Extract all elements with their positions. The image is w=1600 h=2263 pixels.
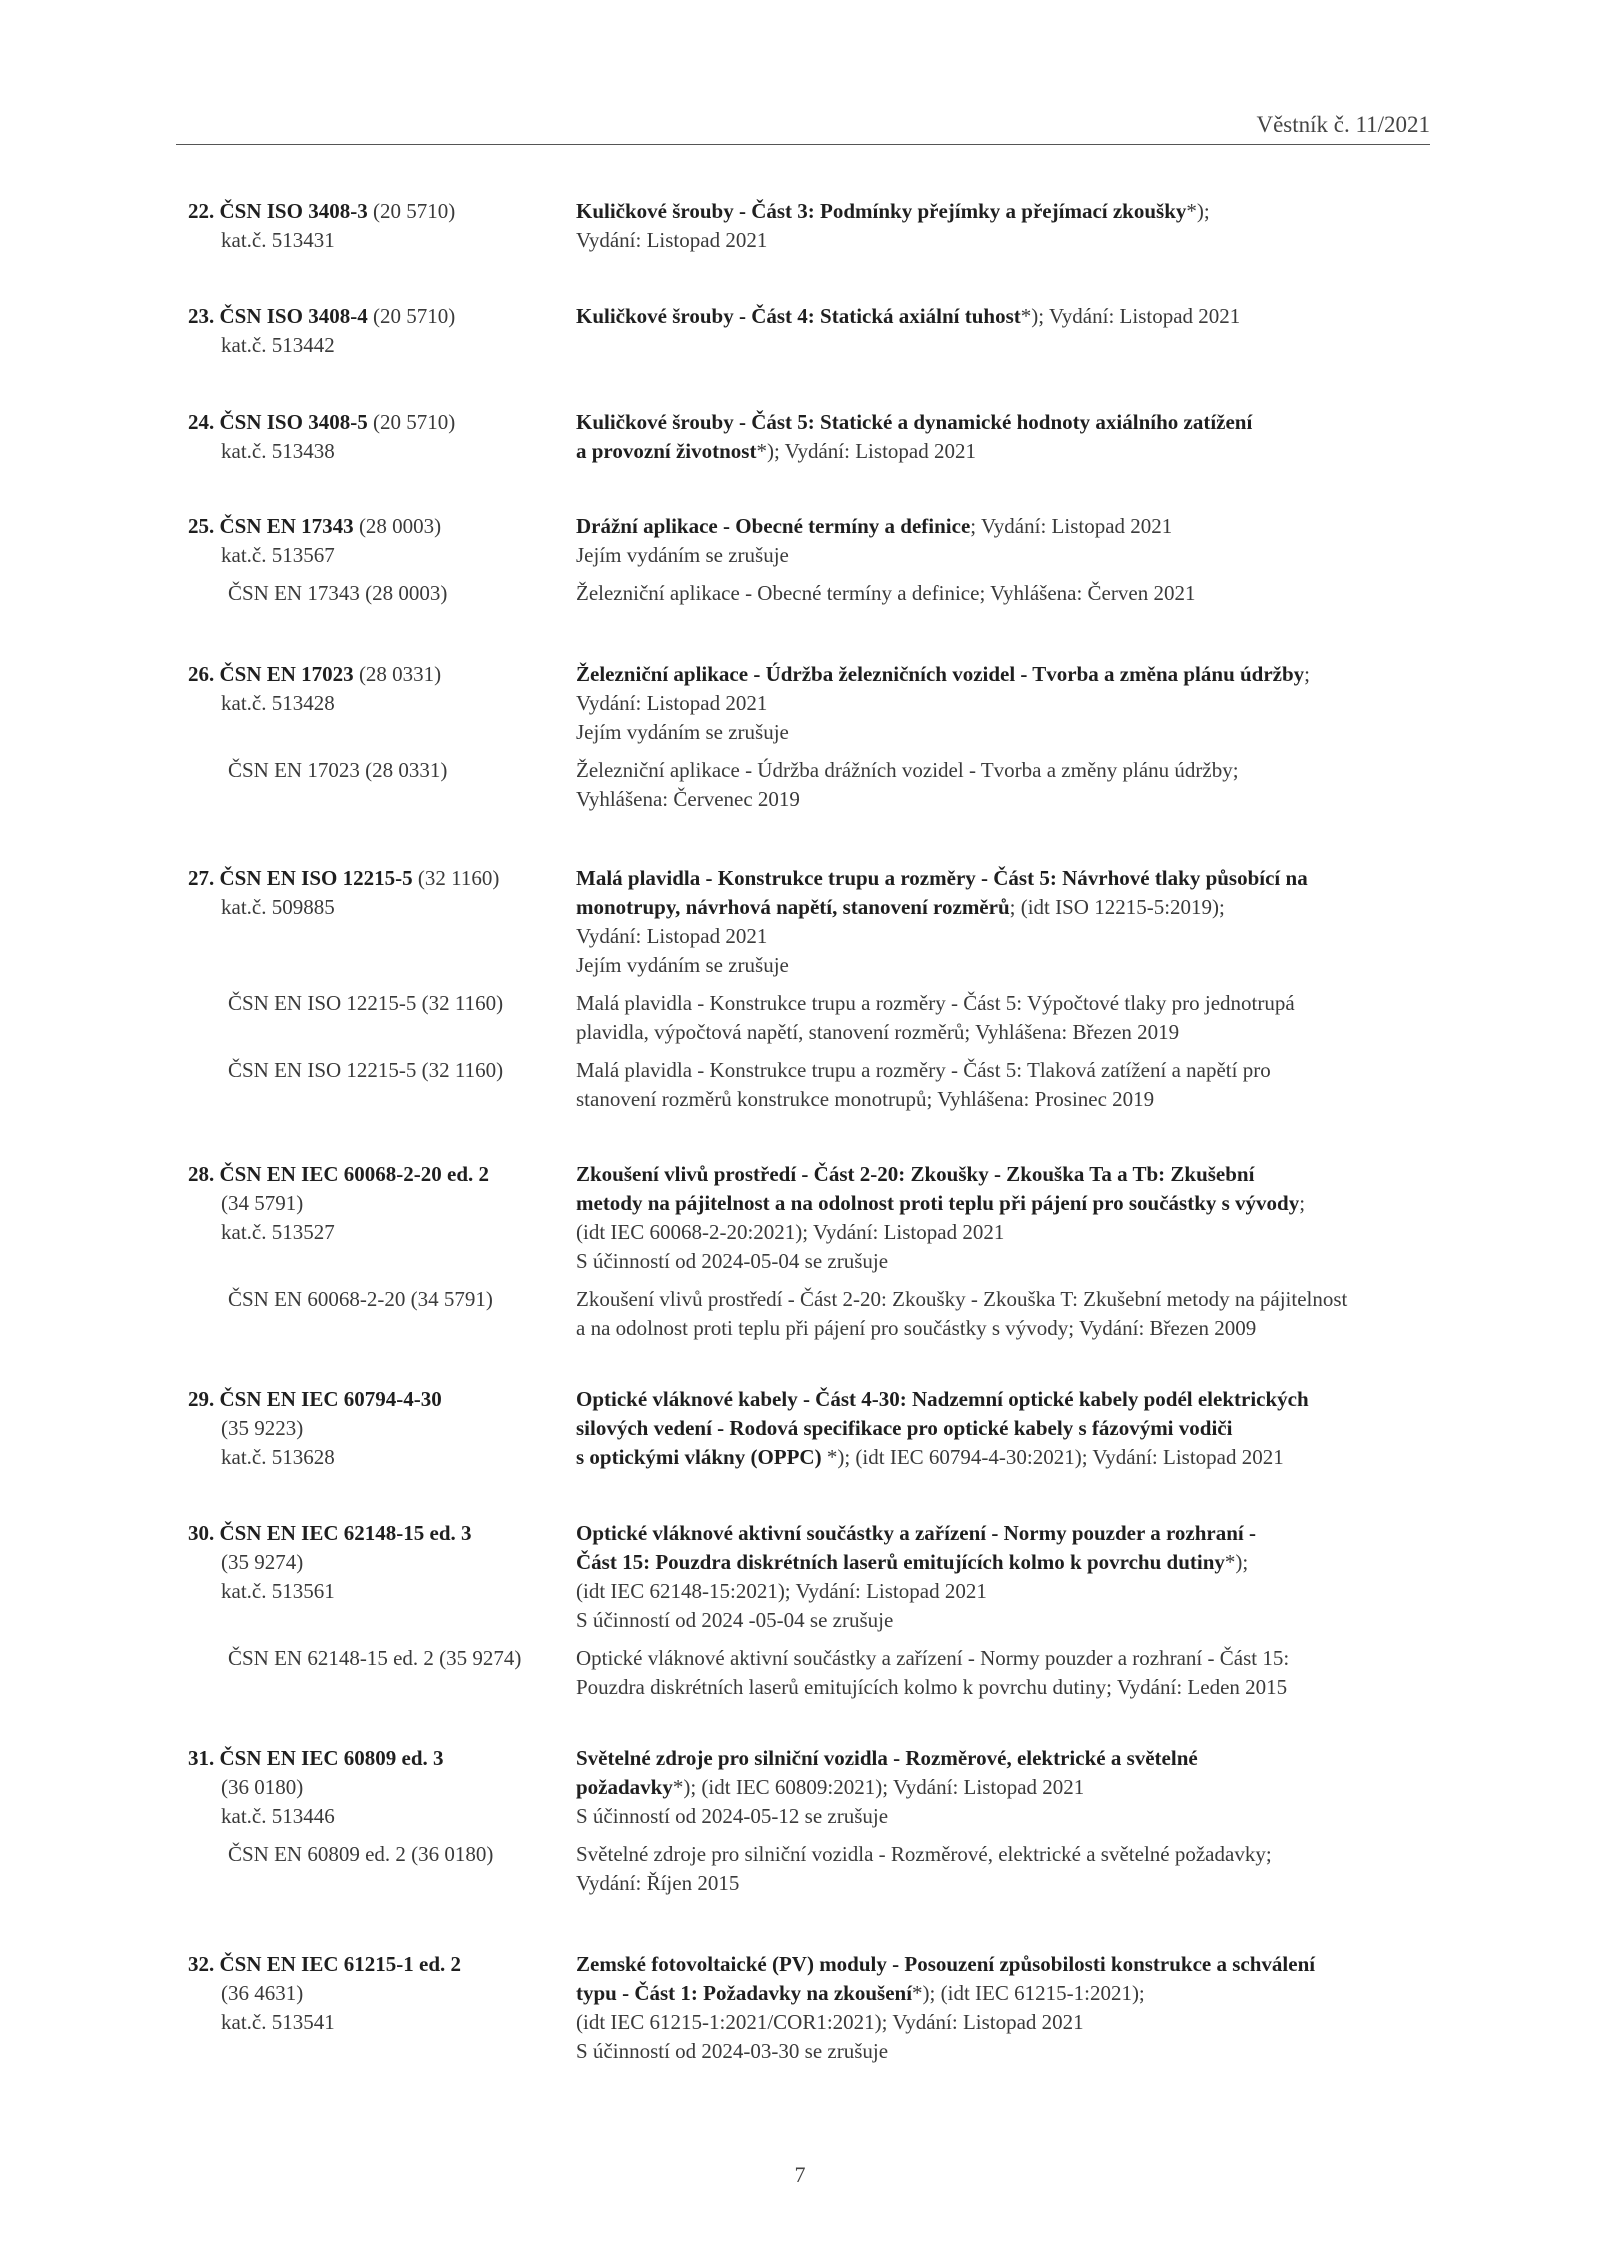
standard-description-line	[576, 951, 789, 980]
standard-designation-line	[188, 197, 455, 226]
bold-text: 30. ČSN EN IEC 62148-15 ed. 3	[188, 1521, 472, 1545]
standard-description-line	[576, 1018, 1179, 1047]
text: (28 0331)	[353, 662, 442, 686]
standard-designation-line	[188, 660, 441, 689]
bold-text: 25. ČSN EN 17343	[188, 514, 354, 538]
bold-text: typu - Část 1: Požadavky na zkoušení	[576, 1981, 913, 2005]
standard-designation-line	[188, 1385, 442, 1414]
text: stanovení rozměrů konstrukce monotrupů; Vyhlášena: Prosinec 2019	[576, 1087, 1155, 1111]
standard-description-line	[576, 864, 1308, 893]
standard-designation-line	[188, 512, 441, 541]
text: (idt IEC 60068-2-20:2021); Vydání: Listopad 2021	[576, 1220, 1005, 1244]
standard-description-line	[576, 1443, 1284, 1472]
standard-description-line	[576, 1548, 1248, 1577]
text: kat.č. 513527	[221, 1220, 335, 1244]
standard-description-line	[576, 689, 767, 718]
text: ČSN EN 62148-15 ed. 2 (35 9274)	[228, 1646, 522, 1670]
standard-description-line	[576, 1606, 893, 1635]
text: kat.č. 513428	[221, 691, 335, 715]
text: *); Vydání: Listopad 2021	[756, 439, 976, 463]
standard-designation-line	[221, 1548, 303, 1577]
text: Železniční aplikace - Údržba drážních vozidel - Tvorba a změny plánu údržby;	[576, 758, 1239, 782]
standard-designation-line	[221, 437, 335, 466]
standard-designation-line	[221, 1802, 335, 1831]
standard-description-line	[576, 197, 1210, 226]
text: Jejím vydáním se zrušuje	[576, 543, 789, 567]
text: kat.č. 513431	[221, 228, 335, 252]
text: (36 0180)	[221, 1775, 304, 1799]
standard-description-line	[576, 756, 1239, 785]
standard-description-line	[576, 1802, 888, 1831]
text: (20 5710)	[367, 304, 456, 328]
bold-text: Kuličkové šrouby - Část 5: Statické a dynamické hodnoty axiálního zatížení	[576, 410, 1253, 434]
standard-description-line	[576, 1950, 1315, 1979]
standard-description-line	[576, 2037, 888, 2066]
text: Malá plavidla - Konstrukce trupu a rozměry - Část 5: Tlaková zatížení a napětí pro	[576, 1058, 1271, 1082]
standard-designation-line	[188, 408, 455, 437]
standard-designation-line	[228, 1644, 521, 1673]
bold-text: Optické vláknové aktivní součástky a zařízení - Normy pouzder a rozhraní -	[576, 1521, 1256, 1545]
text: kat.č. 513628	[221, 1445, 335, 1469]
standard-description-line	[576, 1189, 1305, 1218]
standard-description-line	[576, 1085, 1154, 1114]
standard-description-line	[576, 1979, 1145, 2008]
standard-description-line	[576, 437, 976, 466]
standard-designation-line	[188, 302, 455, 331]
standard-designation-line	[221, 226, 335, 255]
standard-description-line	[576, 1773, 1084, 1802]
standard-designation-line	[221, 1773, 303, 1802]
text: (idt IEC 61215-1:2021/COR1:2021); Vydání: Listopad 2021	[576, 2010, 1084, 2034]
text: ČSN EN 60068-2-20 (34 5791)	[228, 1287, 493, 1311]
text: (20 5710)	[367, 410, 456, 434]
standard-designation-line	[228, 756, 447, 785]
bold-text: 29. ČSN EN IEC 60794-4-30	[188, 1387, 442, 1411]
standard-description-line	[576, 541, 789, 570]
bold-text: Zkoušení vlivů prostředí - Část 2-20: Zkoušky - Zkouška Ta a Tb: Zkušební	[576, 1162, 1255, 1186]
text: *); (idt IEC 60794-4-30:2021); Vydání: Listopad 2021	[821, 1445, 1284, 1469]
standard-description-line	[576, 1414, 1232, 1443]
text: kat.č. 513442	[221, 333, 335, 357]
text: kat.č. 513567	[221, 543, 335, 567]
text: *);	[1224, 1550, 1249, 1574]
text: *); (idt IEC 60809:2021); Vydání: Listopad 2021	[672, 1775, 1085, 1799]
standard-designation-line	[221, 1577, 335, 1606]
bold-text: Světelné zdroje pro silniční vozidla - Rozměrové, elektrické a světelné	[576, 1746, 1198, 1770]
bold-text: Optické vláknové kabely - Část 4-30: Nadzemní optické kabely podél elektrických	[576, 1387, 1309, 1411]
standard-designation-line	[228, 1840, 493, 1869]
text: kat.č. 513438	[221, 439, 335, 463]
standard-description-line	[576, 1869, 739, 1898]
standard-description-line	[576, 302, 1240, 331]
standard-description-line	[576, 893, 1225, 922]
bold-text: Malá plavidla - Konstrukce trupu a rozměry - Část 5: Návrhové tlaky působící na	[576, 866, 1308, 890]
text: *);	[1186, 199, 1210, 223]
standard-description-line	[576, 718, 789, 747]
bold-text: 31. ČSN EN IEC 60809 ed. 3	[188, 1746, 444, 1770]
bold-text: 23. ČSN ISO 3408-4	[188, 304, 368, 328]
standard-description-line	[576, 579, 1195, 608]
text: Optické vláknové aktivní součástky a zařízení - Normy pouzder a rozhraní - Část 15:	[576, 1646, 1290, 1670]
standard-description-line	[576, 1577, 987, 1606]
text: S účinností od 2024-05-12 se zrušuje	[576, 1804, 889, 1828]
text: *); (idt IEC 61215-1:2021);	[912, 1981, 1145, 2005]
standard-designation-line	[228, 1056, 503, 1085]
bold-text: 22. ČSN ISO 3408-3	[188, 199, 368, 223]
text: (idt IEC 62148-15:2021); Vydání: Listopad 2021	[576, 1579, 987, 1603]
standard-designation-line	[221, 1189, 303, 1218]
standard-description-line	[576, 1314, 1256, 1343]
bold-text: Zemské fotovoltaické (PV) moduly - Posouzení způsobilosti konstrukce a schválení	[576, 1952, 1316, 1976]
text: a na odolnost proti teplu při pájení pro součástky s vývody; Vydání: Březen 2009	[576, 1316, 1257, 1340]
standard-description-line	[576, 408, 1252, 437]
text: Zkoušení vlivů prostředí - Část 2-20: Zkoušky - Zkouška T: Zkušební metody na pájitelnost	[576, 1287, 1348, 1311]
text: kat.č. 513561	[221, 1579, 335, 1603]
text: *); Vydání: Listopad 2021	[1020, 304, 1241, 328]
bold-text: silových vedení - Rodová specifikace pro optické kabely s fázovými vodiči	[576, 1416, 1233, 1440]
standard-designation-line	[221, 541, 335, 570]
standard-designation-line	[228, 579, 447, 608]
standard-designation-line	[221, 331, 335, 360]
text: ; Vydání: Listopad 2021	[970, 514, 1173, 538]
text: kat.č. 513446	[221, 1804, 335, 1828]
text: kat.č. 513541	[221, 2010, 335, 2034]
bold-text: Kuličkové šrouby - Část 3: Podmínky přejímky a přejímací zkoušky	[576, 199, 1187, 223]
text: ČSN EN 17343 (28 0003)	[228, 581, 448, 605]
page-number: 7	[794, 2162, 806, 2187]
standard-description-line	[576, 989, 1295, 1018]
bold-text: 32. ČSN EN IEC 61215-1 ed. 2	[188, 1952, 462, 1976]
standard-designation-line	[228, 989, 503, 1018]
standard-designation-line	[188, 1519, 472, 1548]
text: (35 9274)	[221, 1550, 304, 1574]
text: (32 1160)	[412, 866, 500, 890]
standard-description-line	[576, 1385, 1309, 1414]
text: ČSN EN 60809 ed. 2 (36 0180)	[228, 1842, 494, 1866]
text: S účinností od 2024-03-30 se zrušuje	[576, 2039, 889, 2063]
standard-designation-line	[221, 1414, 303, 1443]
standard-designation-line	[228, 1285, 493, 1314]
standard-designation-line	[221, 893, 335, 922]
standard-description-line	[576, 1644, 1289, 1673]
text: Malá plavidla - Konstrukce trupu a rozměry - Část 5: Výpočtové tlaky pro jednotrupá	[576, 991, 1295, 1015]
text: plavidla, výpočtová napětí, stanovení rozměrů; Vyhlášena: Březen 2019	[576, 1020, 1180, 1044]
text: Vydání: Listopad 2021	[576, 691, 768, 715]
text: S účinností od 2024-05-04 se zrušuje	[576, 1249, 889, 1273]
bold-text: monotrupy, návrhová napětí, stanovení rozměrů	[576, 895, 1010, 919]
bold-text: Část 15: Pouzdra diskrétních laserů emitujících kolmo k povrchu dutiny	[576, 1550, 1225, 1574]
standard-designation-line	[188, 1160, 489, 1189]
standard-description-line	[576, 226, 767, 255]
standard-designation-line	[188, 1744, 444, 1773]
standard-designation-line	[221, 1979, 303, 2008]
text: Světelné zdroje pro silniční vozidla - Rozměrové, elektrické a světelné požadavky;	[576, 1842, 1272, 1866]
standard-description-line	[576, 922, 767, 951]
standard-designation-line	[188, 1950, 461, 1979]
standard-description-line	[576, 1160, 1254, 1189]
text: Vyhlášena: Červenec 2019	[576, 787, 800, 811]
text: ;	[1299, 1191, 1306, 1215]
text: ČSN EN 17023 (28 0331)	[228, 758, 448, 782]
text: kat.č. 509885	[221, 895, 335, 919]
standard-description-line	[576, 1056, 1271, 1085]
text: Vydání: Říjen 2015	[576, 1871, 740, 1895]
text: ; (idt ISO 12215-5:2019);	[1009, 895, 1225, 919]
text: ;	[1304, 662, 1311, 686]
text: S účinností od 2024 -05-04 se zrušuje	[576, 1608, 894, 1632]
bold-text: požadavky	[576, 1775, 673, 1799]
standard-description-line	[576, 1673, 1287, 1702]
standard-description-line	[576, 512, 1172, 541]
bold-text: s optickými vlákny (OPPC)	[576, 1445, 822, 1469]
standard-designation-line	[188, 864, 499, 893]
bold-text: Drážní aplikace - Obecné termíny a definice	[576, 514, 971, 538]
standard-designation-line	[221, 2008, 335, 2037]
standard-description-line	[576, 660, 1310, 689]
text: (35 9223)	[221, 1416, 304, 1440]
bold-text: 26. ČSN EN 17023	[188, 662, 354, 686]
standard-description-line	[576, 1285, 1347, 1314]
text: Jejím vydáním se zrušuje	[576, 953, 789, 977]
text: Železniční aplikace - Obecné termíny a definice; Vyhlášena: Červen 2021	[576, 581, 1196, 605]
bold-text: metody na pájitelnost a na odolnost proti teplu při pájení pro součástky s vývody	[576, 1191, 1300, 1215]
standard-description-line	[576, 1218, 1004, 1247]
standard-designation-line	[221, 1443, 335, 1472]
text: Jejím vydáním se zrušuje	[576, 720, 789, 744]
text: (34 5791)	[221, 1191, 304, 1215]
text: Pouzdra diskrétních laserů emitujících kolmo k povrchu dutiny; Vydání: Leden 2015	[576, 1675, 1288, 1699]
standard-description-line	[576, 1519, 1256, 1548]
standard-description-line	[576, 1744, 1198, 1773]
text: (36 4631)	[221, 1981, 304, 2005]
standard-designation-line	[221, 1218, 335, 1247]
standard-designation-line	[221, 689, 335, 718]
text: ČSN EN ISO 12215-5 (32 1160)	[228, 1058, 504, 1082]
bold-text: a provozní životnost	[576, 439, 757, 463]
bold-text: Kuličkové šrouby - Část 4: Statická axiální tuhost	[576, 304, 1021, 328]
text: (20 5710)	[367, 199, 456, 223]
text: Vydání: Listopad 2021	[576, 924, 768, 948]
text: Vydání: Listopad 2021	[576, 228, 768, 252]
bold-text: Železniční aplikace - Údržba železničních vozidel - Tvorba a změna plánu údržby	[576, 662, 1305, 686]
text: (28 0003)	[353, 514, 442, 538]
standard-description-line	[576, 785, 800, 814]
bold-text: 27. ČSN EN ISO 12215-5	[188, 866, 413, 890]
standard-description-line	[576, 2008, 1084, 2037]
standard-description-line	[576, 1840, 1272, 1869]
text: ČSN EN ISO 12215-5 (32 1160)	[228, 991, 504, 1015]
bold-text: 24. ČSN ISO 3408-5	[188, 410, 368, 434]
bulletin-title: Věstník č. 11/2021	[1256, 112, 1430, 137]
standard-description-line	[576, 1247, 888, 1276]
bold-text: 28. ČSN EN IEC 60068-2-20 ed. 2	[188, 1162, 490, 1186]
